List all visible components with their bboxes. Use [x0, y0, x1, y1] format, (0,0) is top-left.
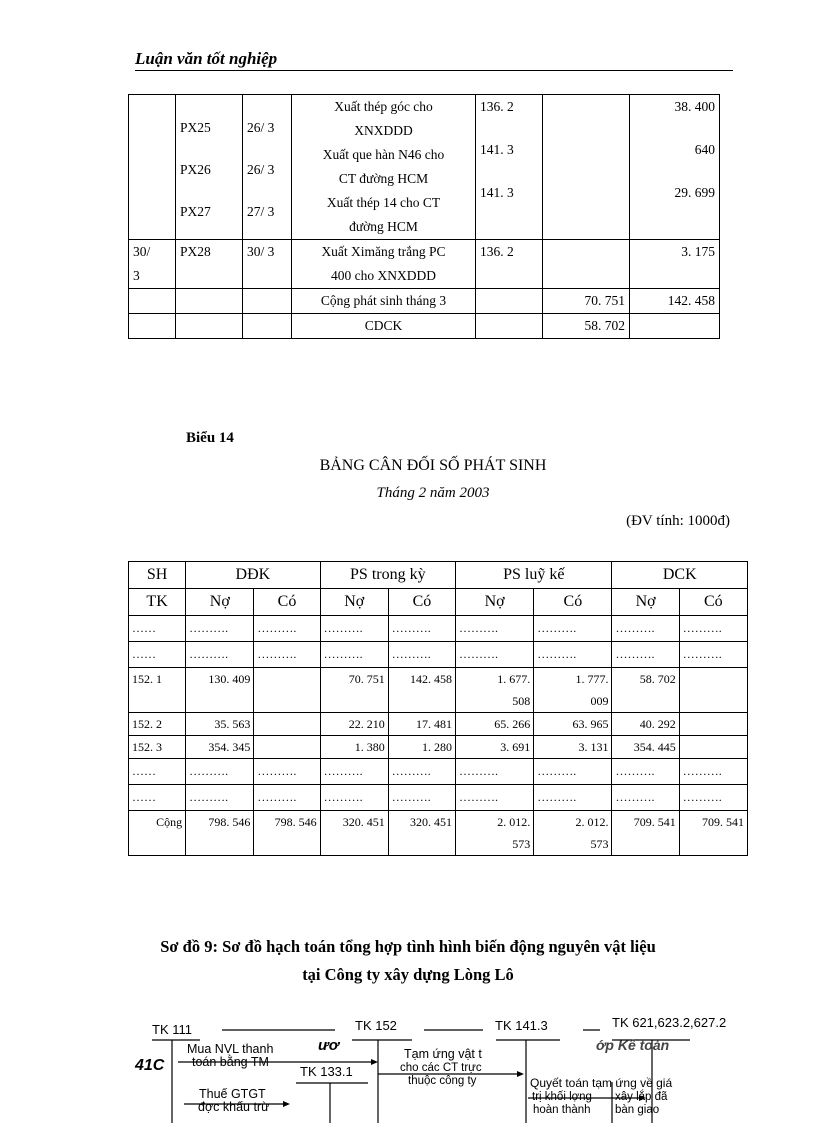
dots: ………. [534, 759, 612, 785]
total-label: Cộng [129, 811, 186, 856]
figure-label: Biểu 14 [186, 430, 234, 446]
value-line: 1. 677. [497, 672, 531, 686]
purchase-label: toán bằng TM [192, 1055, 269, 1069]
diagram-title-line: Sơ đồ 9: Sơ đồ hạch toán tổng hợp tình hình biến động nguyên vật liệu [160, 937, 656, 956]
table-row [129, 713, 748, 736]
value-cell: 798. 546 [254, 811, 320, 856]
acct: 141. 3 [480, 142, 514, 157]
value-line: 009 [590, 694, 609, 708]
ledger-credits [630, 95, 720, 240]
desc-line: CT đường HCM [338, 171, 429, 186]
ledger-cell [476, 314, 543, 339]
col-header: SH [129, 562, 186, 589]
value-cell: 320. 451 [388, 811, 455, 856]
table-row [129, 811, 748, 856]
desc-line: Xuất Ximăng trắng PC [321, 244, 446, 259]
value-cell: 58. 702 [612, 668, 679, 713]
doc-number: PX28 [176, 240, 243, 289]
ledger-desc: Cộng phát sinh tháng 3 [292, 289, 476, 314]
table-row [129, 240, 720, 289]
purchase-label: Mua NVL thanh [187, 1042, 274, 1056]
arrow-head [371, 1059, 378, 1065]
value-cell: 3. 131 [534, 736, 612, 759]
ledger-desc: CDCK [292, 314, 476, 339]
dots: ………. [612, 759, 679, 785]
dots: …… [129, 785, 186, 811]
ledger-date-col [129, 240, 176, 289]
doc-date: 26/ 3 [247, 162, 275, 177]
credit [630, 314, 720, 339]
value-cell: 709. 541 [679, 811, 747, 856]
desc-line: XNXDDD [354, 123, 413, 138]
doc-number: PX27 [180, 204, 211, 219]
header-rule [135, 70, 733, 71]
balance-table [128, 561, 748, 856]
ledger-debit [543, 95, 630, 240]
dots: …… [129, 759, 186, 785]
col-header: Nợ [456, 589, 534, 616]
diagram-title-line: tại Công ty xây dựng Lòng Lô [302, 965, 514, 984]
vat-label: đợc khấu trừ [198, 1100, 270, 1114]
dots: ………. [679, 616, 747, 642]
tk-111-label: TK 111 [152, 1022, 192, 1037]
credit: 29. 699 [674, 185, 715, 200]
dots: ………. [679, 785, 747, 811]
value-cell: 3. 691 [456, 736, 534, 759]
tk-152-label: TK 152 [355, 1018, 397, 1033]
dots: ………. [456, 642, 534, 668]
dots: …… [129, 616, 186, 642]
desc-line: Xuất thép 14 cho CT [326, 195, 441, 210]
settlement-label: trị khối lợng [532, 1091, 592, 1103]
unit-note: (ĐV tính: 1000đ) [626, 513, 730, 529]
arrow-head [517, 1071, 524, 1077]
value-cell: 22. 210 [320, 713, 388, 736]
dots: ………. [254, 642, 320, 668]
dots: ………. [186, 759, 254, 785]
col-header: Có [679, 589, 747, 616]
dots: ………. [320, 616, 388, 642]
table-row [129, 736, 748, 759]
table-row [129, 785, 748, 811]
diagram-title [100, 933, 716, 989]
dots: ………. [388, 759, 455, 785]
settlement-label: Quyết toán tạm ứng về giá [530, 1076, 673, 1090]
account-code: 152. 1 [129, 668, 186, 713]
value-cell [679, 668, 747, 713]
desc-line: 400 cho XNXDDD [331, 268, 436, 283]
col-header: Nợ [186, 589, 254, 616]
table-row [129, 642, 748, 668]
ledger-cell [129, 314, 176, 339]
dots: ………. [254, 616, 320, 642]
value-cell: 320. 451 [320, 811, 388, 856]
col-header: Nợ [320, 589, 388, 616]
value-cell: 40. 292 [612, 713, 679, 736]
col-header: DĐK [186, 562, 320, 589]
value-cell [679, 736, 747, 759]
doc-date: 30/ 3 [243, 240, 292, 289]
dots: ………. [186, 642, 254, 668]
ledger-cell [176, 314, 243, 339]
settlement-label: xây lắp đã [615, 1091, 668, 1103]
table-row [129, 668, 748, 713]
value-cell: 70. 751 [320, 668, 388, 713]
watermark-fragment: ớp Kế toán [596, 1037, 670, 1053]
dots: ………. [456, 759, 534, 785]
doc-number: PX26 [180, 162, 211, 177]
tk-1331-label: TK 133.1 [300, 1064, 353, 1079]
dots: ………. [186, 616, 254, 642]
page-header: Luận văn tốt nghiệp [135, 49, 278, 68]
account-code: 152. 2 [129, 713, 186, 736]
value-cell [534, 668, 612, 713]
doc-date: 26/ 3 [247, 120, 275, 135]
value-cell: 35. 563 [186, 713, 254, 736]
ledger-table [128, 94, 720, 339]
flow-diagram-svg [0, 1000, 816, 1123]
value-cell [534, 811, 612, 856]
vat-label: Thuế GTGT [199, 1087, 266, 1101]
ledger-debit: 58. 702 [543, 314, 630, 339]
value-cell [679, 713, 747, 736]
account-code: 152. 3 [129, 736, 186, 759]
table-header-row [129, 562, 748, 589]
desc-line: đường HCM [349, 219, 418, 234]
ledger-dates [243, 95, 292, 240]
table-header-row [129, 589, 748, 616]
value-cell: 798. 546 [186, 811, 254, 856]
settlement-label: bàn giao [615, 1104, 660, 1116]
dots: ………. [612, 785, 679, 811]
page-title: BẢNG CÂN ĐỐI SỐ PHÁT SINH [319, 457, 547, 474]
ledger-cell [243, 289, 292, 314]
col-header: PS trong kỳ [320, 562, 455, 589]
dots: ………. [679, 759, 747, 785]
dots: ………. [612, 642, 679, 668]
tk-621-label: TK 621,623.2,627.2 [612, 1015, 727, 1030]
col-header: Có [534, 589, 612, 616]
value-line: 573 [512, 837, 531, 851]
col-header: Có [388, 589, 455, 616]
value-line: 2. 012. [497, 815, 531, 829]
dots: ………. [254, 759, 320, 785]
ledger-desc [292, 95, 476, 240]
table-row [129, 759, 748, 785]
dots: ………. [534, 642, 612, 668]
settlement-label: hoàn thành [533, 1104, 591, 1116]
date-line: 3 [133, 268, 140, 283]
flow-diagram [0, 1000, 816, 1128]
value-cell: 1. 380 [320, 736, 388, 759]
date-line: 30/ [133, 244, 151, 259]
credit: 3. 175 [630, 240, 720, 289]
dots: ………. [254, 785, 320, 811]
dots: ………. [679, 642, 747, 668]
value-cell: 63. 965 [534, 713, 612, 736]
ledger-debit [543, 240, 630, 289]
desc-line: Xuất que hàn N46 cho [322, 147, 445, 162]
advance-label: cho các CT trực [400, 1062, 482, 1074]
ledger-docs [176, 95, 243, 240]
table-row [129, 95, 720, 240]
watermark-fragment: 41C [135, 1057, 165, 1074]
value-cell [456, 668, 534, 713]
arrow-head [283, 1101, 290, 1107]
dots: ………. [456, 616, 534, 642]
ledger-debit: 70. 751 [543, 289, 630, 314]
advance-label: Tạm ứng vật t [404, 1047, 482, 1061]
value-cell: 142. 458 [388, 668, 455, 713]
value-line: 1. 777. [575, 672, 609, 686]
ledger-cell [129, 289, 176, 314]
ledger-cell [476, 289, 543, 314]
value-cell: 354. 345 [186, 736, 254, 759]
col-header: Nợ [612, 589, 679, 616]
value-cell [254, 668, 320, 713]
ledger-cell [243, 314, 292, 339]
col-header: PS luỹ kế [456, 562, 612, 589]
table-row [129, 314, 720, 339]
table-row [129, 289, 720, 314]
tk-1413-label: TK 141.3 [495, 1018, 548, 1033]
value-line: 508 [512, 694, 531, 708]
value-cell [456, 811, 534, 856]
col-header: Có [254, 589, 320, 616]
dots: ………. [388, 785, 455, 811]
ledger-cell [129, 95, 176, 240]
acct: 136. 2 [476, 240, 543, 289]
dots: ………. [612, 616, 679, 642]
ledger-cell [176, 289, 243, 314]
doc-number: PX25 [180, 120, 211, 135]
watermark-fragment: ươ [318, 1037, 339, 1054]
dots: ………. [388, 642, 455, 668]
table-row [129, 616, 748, 642]
dots: …… [129, 642, 186, 668]
value-cell: 17. 481 [388, 713, 455, 736]
value-cell: 1. 280 [388, 736, 455, 759]
dots: ………. [186, 785, 254, 811]
value-cell [254, 713, 320, 736]
value-cell: 130. 409 [186, 668, 254, 713]
desc-line: Xuất thép góc cho [334, 99, 433, 114]
col-header: TK [129, 589, 186, 616]
dots: ………. [456, 785, 534, 811]
doc-date: 27/ 3 [247, 204, 275, 219]
acct: 136. 2 [480, 99, 514, 114]
credit: 142. 458 [630, 289, 720, 314]
value-cell: 65. 266 [456, 713, 534, 736]
dots: ………. [388, 616, 455, 642]
advance-label: thuộc công ty [408, 1075, 477, 1087]
dots: ………. [320, 642, 388, 668]
value-cell [254, 736, 320, 759]
ledger-accts [476, 95, 543, 240]
credit: 640 [694, 142, 715, 157]
value-line: 573 [590, 837, 609, 851]
credit: 38. 400 [674, 99, 715, 114]
ledger-desc [292, 240, 476, 289]
dots: ………. [534, 616, 612, 642]
acct: 141. 3 [480, 185, 514, 200]
dots: ………. [320, 759, 388, 785]
value-line: 2. 012. [575, 815, 609, 829]
value-cell: 354. 445 [612, 736, 679, 759]
dots: ………. [534, 785, 612, 811]
col-header: DCK [612, 562, 748, 589]
dots: ………. [320, 785, 388, 811]
value-cell: 709. 541 [612, 811, 679, 856]
page-subtitle: Tháng 2 năm 2003 [376, 485, 490, 501]
